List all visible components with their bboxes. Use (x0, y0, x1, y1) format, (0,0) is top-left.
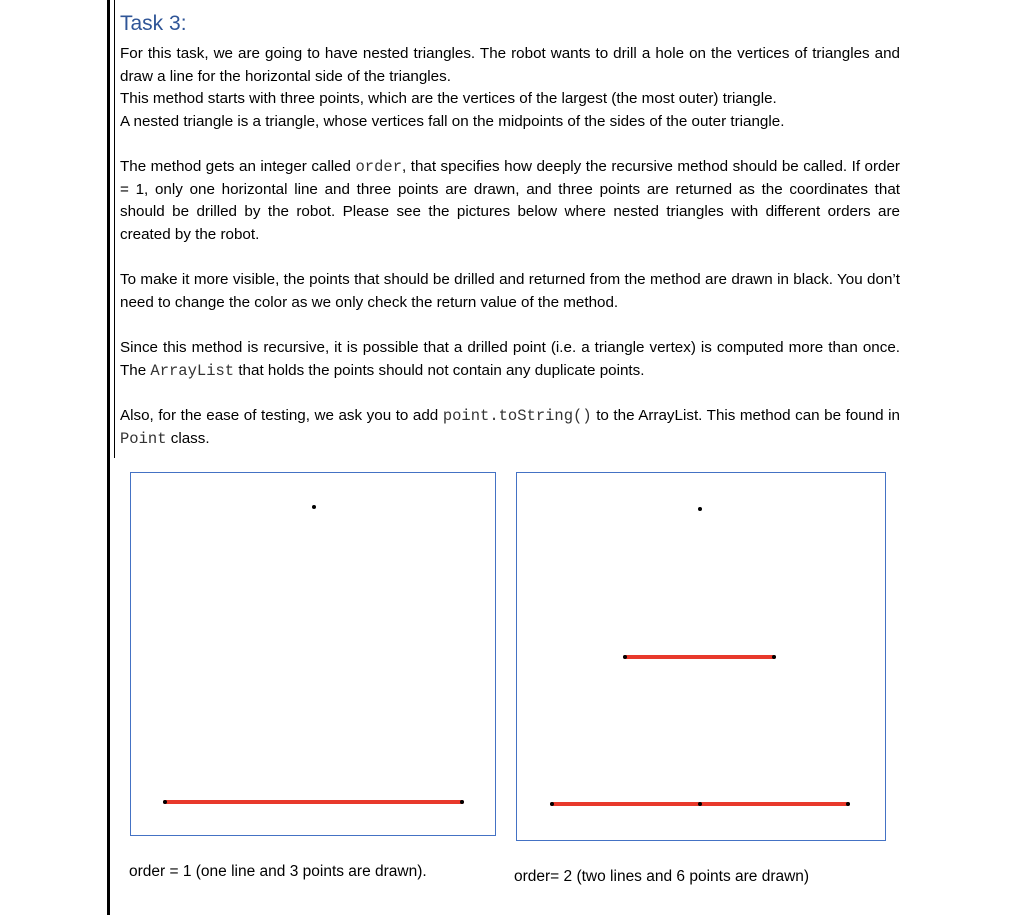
dup-text-pre: Since this method is recursive, it is possible that a drilled point (i.e. a triangle vertex) is computed more than once. The (120, 339, 900, 379)
testing-text-post: class. (166, 429, 210, 447)
paragraph-testing (120, 405, 900, 450)
drill-point (460, 800, 464, 804)
drill-point (312, 505, 316, 509)
drill-point (698, 507, 702, 511)
order-text-pre: The method gets an integer called (120, 158, 356, 175)
page-border (107, 0, 110, 915)
drill-point (163, 800, 167, 804)
document-body (120, 10, 900, 450)
paragraph-order (120, 156, 900, 246)
drill-point (550, 802, 554, 806)
paragraph-visibility: To make it more visible, the points that should be drilled and returned from the method are drawn in black. You don’t need to change the color as we only check the return value of the method. (120, 271, 900, 311)
page-border-inner (114, 0, 115, 458)
intro-line-1: For this task, we are going to have nested triangles. The robot wants to drill a hole on the vertices of triangles and draw a line for the horizontal side of the triangles. (120, 45, 900, 85)
order-text-post: , that specifies how deeply the recursive method should be called. If order = 1, only one horizontal line and three points are drawn, and three points are returned as the coordinates that should be drilled by the robot. Please see the pictures below where nested triangles with different orders are created by the robot. (120, 158, 900, 243)
tostring-code: point.toString() (442, 407, 592, 425)
intro-line-2: This method starts with three points, which are the vertices of the largest (the most outer) triangle. (120, 90, 777, 107)
arraylist-code: ArrayList (150, 361, 235, 380)
order-code: order (355, 158, 403, 176)
figure-caption-order-1: order = 1 (one line and 3 points are drawn). (129, 863, 427, 880)
drill-point (772, 655, 776, 659)
testing-text-mid: to the ArrayList. This method can be found in (591, 407, 900, 424)
intro-line-3: A nested triangle is a triangle, whose vertices fall on the midpoints of the sides of the outer triangle. (120, 112, 785, 130)
drill-point (623, 655, 627, 659)
paragraph-duplicates (120, 337, 900, 382)
order-2-drawing (517, 473, 885, 840)
dup-text-post: that holds the points should not contain any duplicate points. (234, 361, 645, 379)
testing-text-pre: Also, for the ease of testing, we ask you to add (120, 407, 443, 424)
drill-point (846, 802, 850, 806)
point-class-code: Point (120, 429, 167, 448)
figure-order-1 (130, 472, 496, 836)
drill-point (698, 802, 702, 806)
paragraph-intro (120, 43, 900, 133)
task-title: Task 3: (120, 12, 187, 35)
figure-order-2 (516, 472, 886, 841)
figure-caption-order-2: order= 2 (two lines and 6 points are drawn) (514, 868, 810, 885)
order-1-drawing (131, 473, 495, 835)
